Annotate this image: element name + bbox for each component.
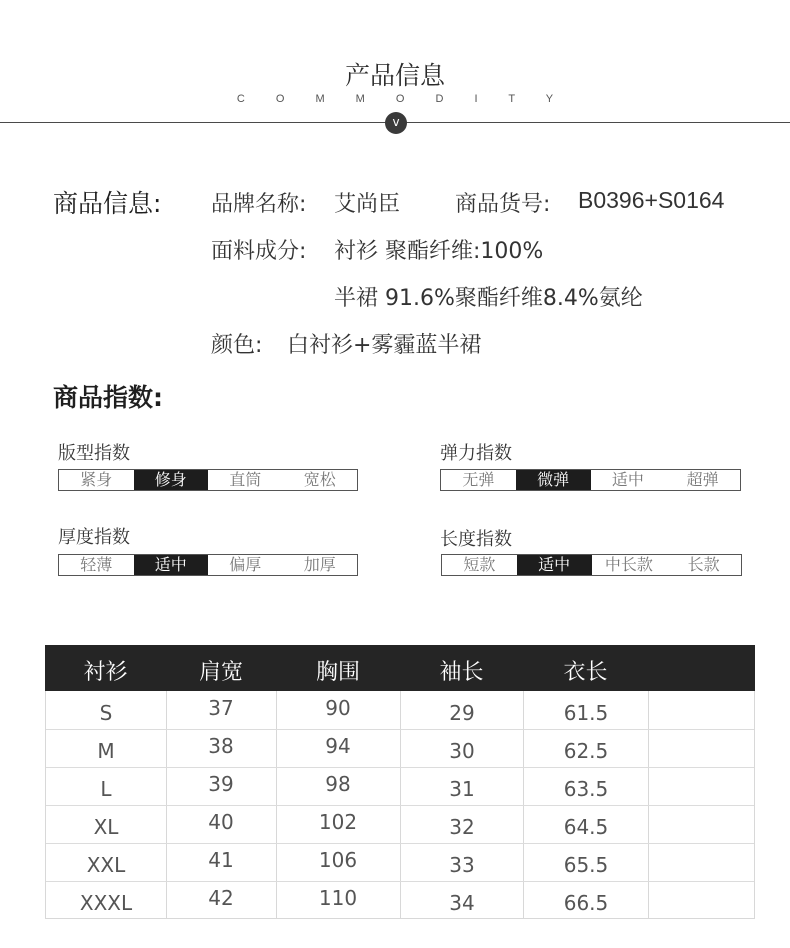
table-cell: 94: [325, 734, 351, 758]
fabric-line-shirt: 衬衫 聚酯纤维:100%: [334, 239, 544, 264]
scale-option: 适中: [517, 555, 592, 575]
table-cell: 39: [208, 772, 234, 796]
size-cell: XXXL: [79, 891, 133, 915]
table-cell: 106: [318, 848, 358, 872]
length-index-label: 长度指数: [440, 529, 512, 550]
table-cell: 64.5: [563, 815, 609, 839]
scale-option: 无弹: [462, 470, 495, 489]
stretch-index-scale: [440, 469, 741, 491]
brand-value: 艾尚臣: [334, 192, 401, 217]
thickness-index-scale: [58, 554, 358, 576]
header-shoulder: 肩宽: [198, 660, 243, 685]
scale-option: 宽松: [303, 470, 336, 489]
table-cell: 61.5: [563, 701, 609, 725]
fit-index-scale: [58, 469, 358, 491]
table-cell: 63.5: [563, 777, 609, 801]
row-divider: [46, 729, 754, 730]
size-cell: XL: [93, 815, 119, 839]
table-cell: 29: [449, 701, 475, 725]
row-divider: [46, 843, 754, 844]
fit-index-label: 版型指数: [58, 443, 130, 464]
scale-option: 紧身: [80, 470, 113, 489]
table-cell: 65.5: [563, 853, 609, 877]
scale-option: 直筒: [229, 470, 262, 489]
row-divider: [46, 805, 754, 806]
thickness-index-label: 厚度指数: [58, 527, 130, 548]
table-cell: 34: [449, 891, 475, 915]
scale-option: 轻薄: [80, 555, 113, 574]
table-cell: 31: [449, 777, 475, 801]
table-cell: 30: [449, 739, 475, 763]
row-divider: [46, 881, 754, 882]
size-table-header: [45, 645, 755, 691]
size-table-body: [45, 691, 755, 919]
row-divider: [46, 767, 754, 768]
table-cell: 32: [449, 815, 475, 839]
scale-option: 超弹: [686, 470, 719, 489]
product-index-heading: 商品指数:: [53, 383, 163, 412]
table-cell: 110: [318, 886, 358, 910]
table-cell: 98: [325, 772, 351, 796]
header-chest: 胸围: [315, 660, 360, 685]
table-cell: 102: [318, 810, 358, 834]
table-cell: 40: [208, 810, 234, 834]
table-cell: 42: [208, 886, 234, 910]
fabric-line-skirt: 半裙 91.6%聚酯纤维8.4%氨纶: [334, 286, 643, 311]
sku-value: B0396+S0164: [578, 187, 725, 213]
page-title: 产品信息: [344, 61, 445, 90]
product-info-heading: 商品信息:: [53, 189, 162, 218]
table-cell: 62.5: [563, 739, 609, 763]
scale-option: 微弹: [516, 470, 591, 490]
table-cell: 66.5: [563, 891, 609, 915]
table-cell: 38: [208, 734, 234, 758]
size-cell: M: [97, 739, 115, 763]
scale-option: 长款: [687, 555, 720, 574]
size-cell: S: [99, 701, 113, 725]
length-index-scale: [441, 554, 742, 576]
size-cell: L: [100, 777, 112, 801]
header-sleeve: 袖长: [439, 660, 484, 685]
page-subtitle: C O M M O D I T Y: [236, 93, 568, 105]
scale-option: 中长款: [604, 555, 653, 574]
table-cell: 90: [325, 696, 351, 720]
size-cell: XXL: [86, 853, 126, 877]
table-cell: 37: [208, 696, 234, 720]
brand-label: 品牌名称:: [211, 192, 307, 217]
scale-option: 短款: [463, 555, 496, 574]
scale-option: 偏厚: [229, 555, 262, 574]
color-value: 白衬衫+雾霾蓝半裙: [287, 333, 482, 358]
header-length: 衣长: [563, 660, 608, 685]
table-cell: 33: [449, 853, 475, 877]
stretch-index-label: 弹力指数: [440, 443, 512, 464]
scale-option: 加厚: [303, 555, 336, 574]
sku-label: 商品货号:: [455, 192, 551, 217]
chevron-down-icon: v: [385, 112, 407, 134]
fabric-label: 面料成分:: [211, 239, 307, 264]
color-label: 颜色:: [211, 333, 263, 358]
scale-option: 修身: [134, 470, 209, 490]
table-cell: 41: [208, 848, 234, 872]
scale-option: 适中: [611, 470, 644, 489]
scale-option: 适中: [134, 555, 209, 575]
header-shirt: 衬衫: [83, 660, 128, 685]
